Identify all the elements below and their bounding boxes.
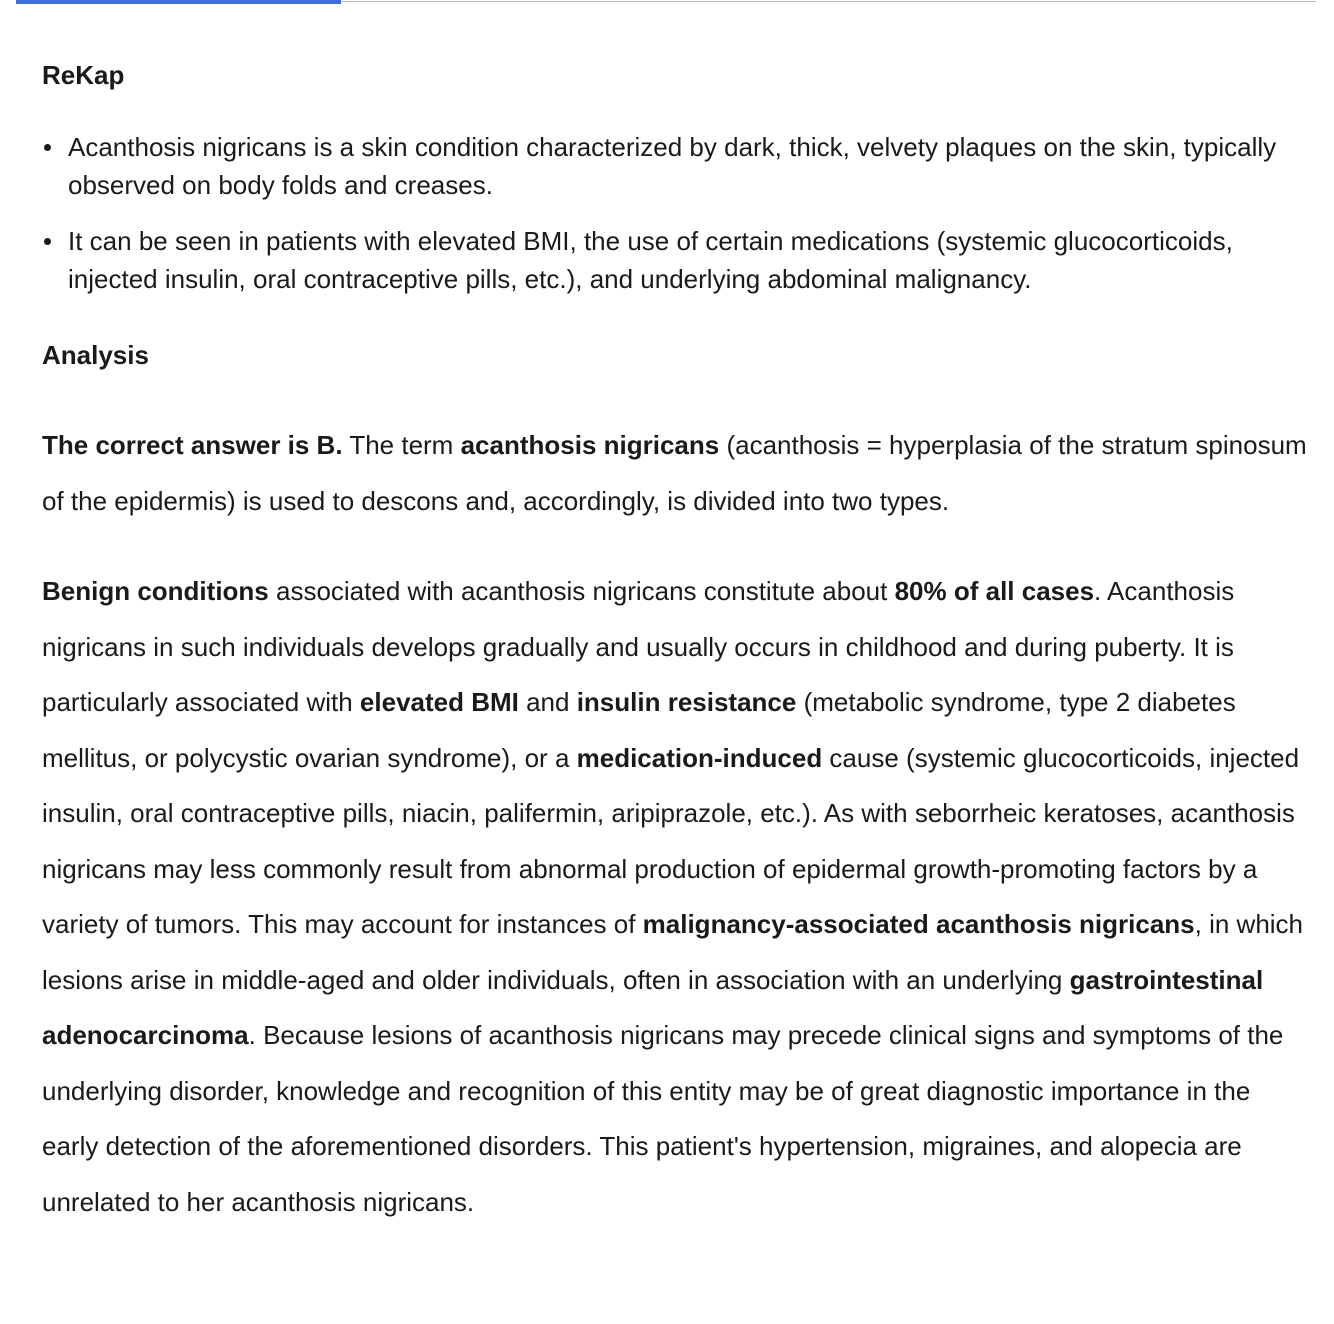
- bold-term: elevated BMI: [359, 687, 519, 717]
- rekap-item: Acanthosis nigricans is a skin condition characterized by dark, thick, velvety plaques on the skin, typically observed on body folds and creases.: [42, 128, 1322, 204]
- text-run: The term: [342, 430, 461, 460]
- analysis-paragraph-correct-answer: [42, 418, 1312, 529]
- rekap-item: It can be seen in patients with elevated BMI, the use of certain medications (systemic glucocorticoids, injected insulin, oral contraceptive pills, etc.), and underlying abdominal malignancy.: [42, 222, 1322, 298]
- bold-term: acanthosis nigricans: [460, 430, 720, 460]
- text-run: . Acanthosis nigricans in such individuals develops gradually and usually occurs in childhood and during puberty. It is particularly associated with: [42, 576, 1235, 717]
- text-run: , in which lesions arise in middle-aged and older individuals, often in association with an underlying: [42, 909, 1304, 995]
- correct-answer-label: The correct answer is B.: [42, 430, 343, 460]
- rekap-list: [42, 128, 1322, 316]
- bold-term: 80% of all cases: [894, 576, 1095, 606]
- text-run: associated with acanthosis nigricans constitute about: [268, 576, 895, 606]
- text-run: . Because lesions of acanthosis nigricans may precede clinical signs and symptoms of the underlying disorder, knowledge and recognition of this entity may be of great diagnostic importance in the early detection of the aforementioned disorders. This patient's hypertension, migraines, and alopecia are unrelated to her acanthosis nigricans.: [42, 1020, 1284, 1217]
- text-run: (metabolic syndrome, type 2 diabetes mellitus, or polycystic ovarian syndrome), or a: [42, 687, 1236, 773]
- analysis-heading: Analysis: [42, 340, 149, 370]
- bold-term: medication-induced: [576, 742, 823, 773]
- progress-indicator: [16, 0, 341, 4]
- text-run: cause (systemic glucocorticoids, injected insulin, oral contraceptive pills, niacin, palifermin, aripiprazole, etc.). As with seborrheic keratoses, acanthosis nigricans may less commonly result from abnormal production of epidermal growth-promoting factors by a variety of tumors. This may account for instances of: [42, 742, 1300, 939]
- rekap-heading: ReKap: [42, 60, 125, 90]
- progress-track: [16, 0, 1316, 4]
- analysis-paragraph-benign-conditions: [42, 564, 1312, 1230]
- bold-term: gastrointestinal adenocarcinoma: [42, 964, 1264, 1050]
- text-run: and: [518, 687, 577, 717]
- bold-term: Benign conditions: [42, 576, 269, 606]
- bold-term: malignancy-associated acanthosis nigricans: [642, 909, 1195, 939]
- text-run: (acanthosis = hyperplasia of the stratum spinosum of the epidermis) is used to descons and, accordingly, is divided into two types.: [42, 430, 1307, 516]
- bold-term: insulin resistance: [576, 687, 797, 717]
